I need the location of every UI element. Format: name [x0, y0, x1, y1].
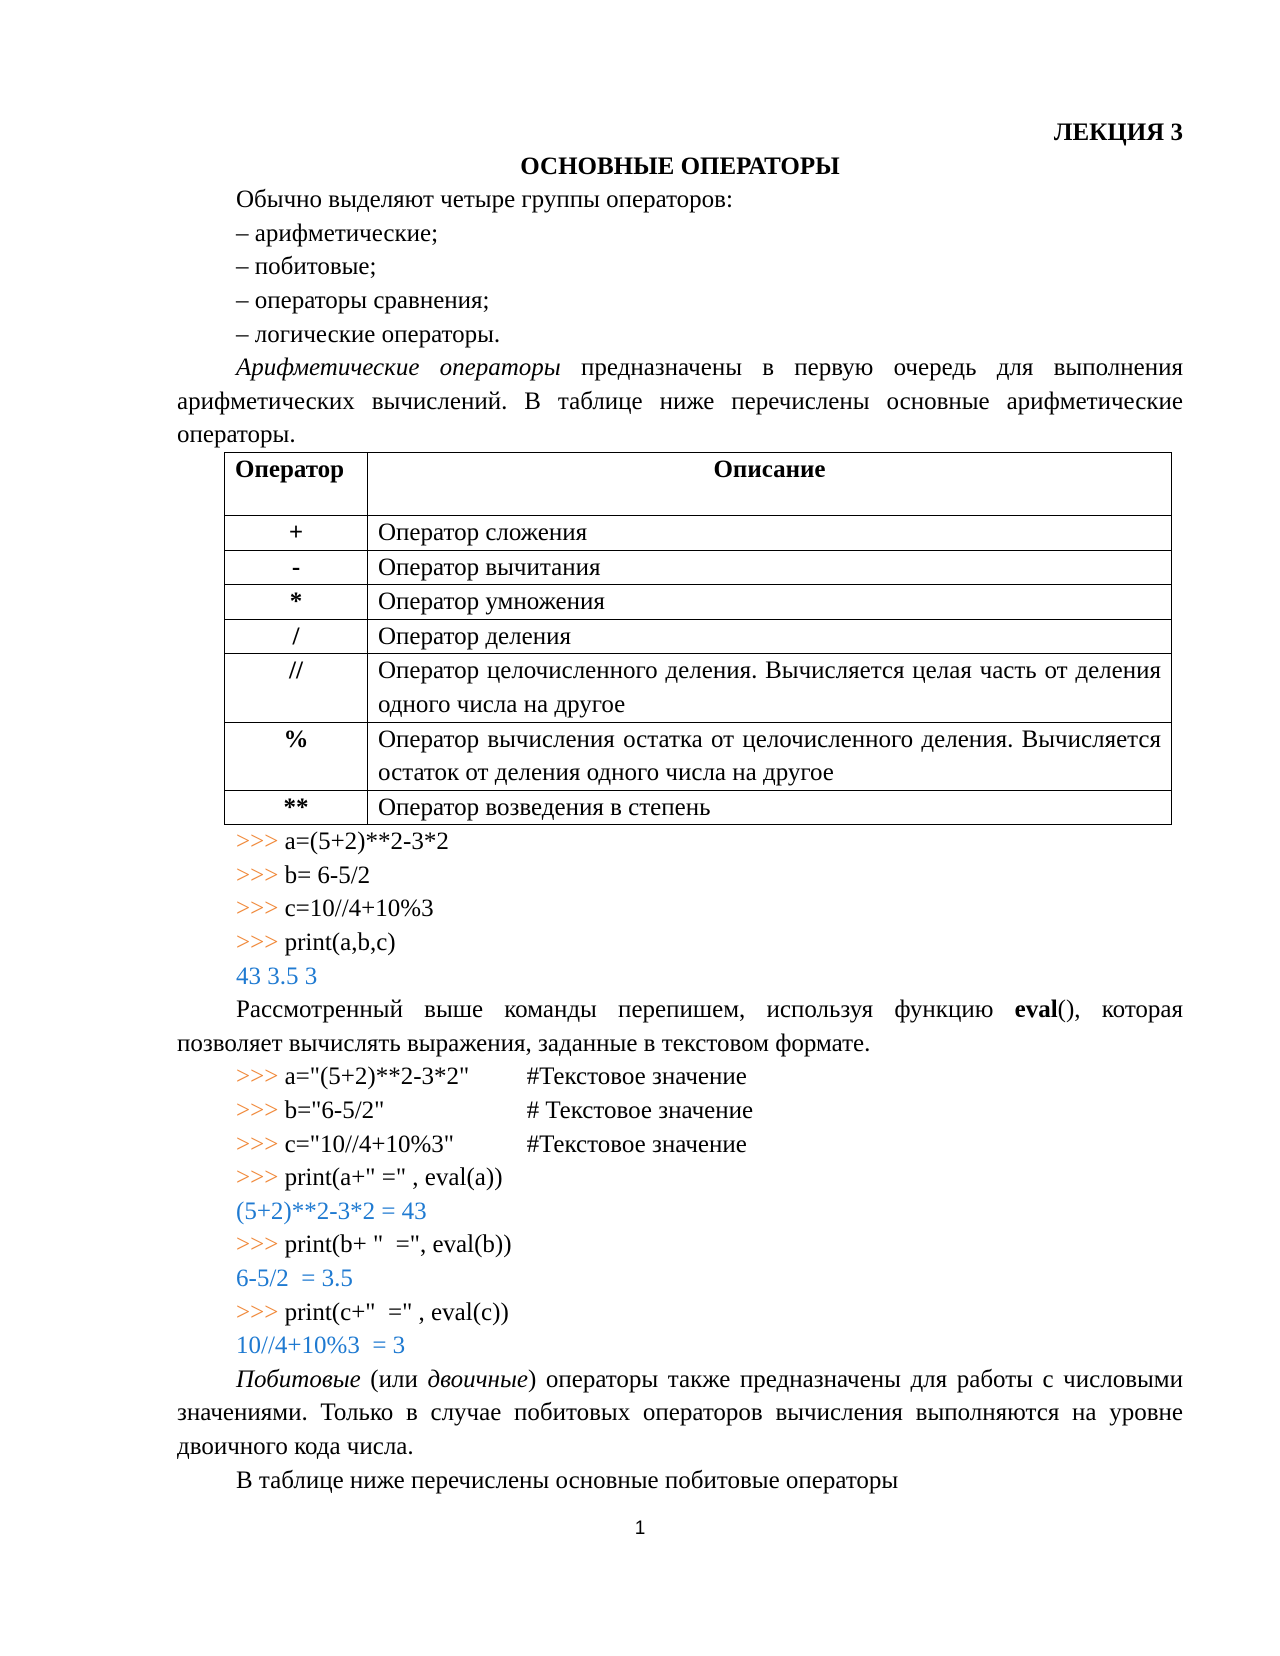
- description-cell: Оператор деления: [368, 619, 1172, 654]
- paragraph-text: (), которая позволяет вычислять выражения, заданные в текстовом формате.: [177, 996, 1184, 1057]
- code: print(a,b,c): [284, 929, 396, 957]
- description-cell: Оператор возведения в степень: [368, 790, 1172, 825]
- intro-text: Обычно выделяют четыре группы операторов:: [236, 186, 733, 214]
- paragraph-text: предназначены в первую очередь для выполнения арифметических вычислений. В таблице ниже перечислены основные арифметические операторы.: [177, 354, 1183, 449]
- operator-cell: *: [225, 585, 368, 620]
- code-line: [177, 859, 1183, 893]
- description-cell: Оператор целочисленного деления. Вычисляется целая часть от деления одного числа на другое: [368, 654, 1172, 722]
- operators-table: [224, 452, 1172, 825]
- bitwise-paragraph: [177, 1363, 1183, 1464]
- code-output: 6-5/2 = 3.5: [236, 1265, 353, 1292]
- table-row: [225, 585, 1172, 620]
- description-cell: Оператор вычисления остатка от целочисленного деления. Вычисляется остаток от деления одного числа на другое: [368, 722, 1172, 790]
- code: c="10//4+10%3": [284, 1130, 454, 1158]
- term: Побитовые: [236, 1365, 361, 1393]
- description-cell: Оператор вычитания: [368, 550, 1172, 585]
- prompt: >>>: [236, 1097, 279, 1125]
- code: print(b+ " =", eval(b)): [284, 1231, 512, 1259]
- code: b= 6-5/2: [284, 861, 371, 889]
- code: a=(5+2)**2-3*2: [284, 828, 449, 856]
- operator-cell: /: [225, 619, 368, 654]
- table-row: [225, 550, 1172, 585]
- page-title: ОСНОВНЫЕ ОПЕРАТОРЫ: [520, 152, 840, 180]
- code-output: (5+2)**2-3*2 = 43: [236, 1197, 427, 1225]
- operator-cell: -: [225, 550, 368, 585]
- prompt: >>>: [236, 1130, 279, 1158]
- term: двоичные: [427, 1365, 528, 1393]
- code-line: [177, 926, 1183, 960]
- prompt: >>>: [236, 1298, 279, 1326]
- table-row: [225, 790, 1172, 825]
- header-operator: Оператор: [225, 452, 368, 515]
- code-output: 10//4+10%3 = 3: [236, 1332, 406, 1360]
- description-cell: Оператор сложения: [368, 515, 1172, 550]
- code-line: [177, 892, 1183, 926]
- table-row: [225, 722, 1172, 790]
- group-item: – логические операторы.: [236, 320, 501, 348]
- prompt: >>>: [236, 929, 279, 957]
- prompt: >>>: [236, 1231, 279, 1259]
- code-block-2: [177, 1060, 1183, 1362]
- last-paragraph: В таблице ниже перечислены основные побитовые операторы: [236, 1466, 899, 1494]
- code: a="(5+2)**2-3*2": [284, 1063, 470, 1091]
- lecture-number: ЛЕКЦИЯ 3: [1053, 119, 1183, 146]
- description-cell: Оператор умножения: [368, 585, 1172, 620]
- group-item: – побитовые;: [236, 253, 377, 281]
- code-block-1: [177, 825, 1183, 993]
- operator-cell: %: [225, 722, 368, 790]
- eval-paragraph: [177, 993, 1183, 1060]
- table-header-row: [225, 452, 1172, 515]
- operator-cell: **: [225, 790, 368, 825]
- code-line: [177, 1228, 1183, 1262]
- prompt: >>>: [236, 895, 279, 923]
- operator-cell: +: [225, 515, 368, 550]
- header-description: Описание: [368, 452, 1172, 515]
- paragraph-text: Рассмотренный выше команды перепишем, используя функцию: [236, 996, 1015, 1024]
- code-output: 43 3.5 3: [236, 962, 318, 990]
- code-line: [177, 1161, 1183, 1195]
- code: b="6-5/2": [284, 1097, 385, 1125]
- code-line: [177, 1060, 1183, 1094]
- paragraph-text: (или: [360, 1365, 428, 1393]
- prompt: >>>: [236, 861, 279, 889]
- comment: #Текстовое значение: [526, 1063, 747, 1091]
- code: print(c+" =" , eval(c)): [284, 1298, 509, 1326]
- comment: #Текстовое значение: [526, 1130, 747, 1158]
- term: Арифметические операторы: [236, 354, 561, 382]
- table-row: [225, 619, 1172, 654]
- page-number: 1: [634, 1518, 646, 1539]
- code-line: [177, 1128, 1183, 1162]
- arith-paragraph: [177, 351, 1183, 452]
- prompt: >>>: [236, 1063, 279, 1091]
- comment: # Текстовое значение: [526, 1097, 754, 1125]
- code: print(a+" =" , eval(a)): [284, 1164, 503, 1192]
- function-name: eval: [1014, 996, 1058, 1024]
- code-line: [177, 1094, 1183, 1128]
- group-item: – арифметические;: [236, 219, 439, 247]
- code-line: [177, 1296, 1183, 1330]
- group-item: – операторы сравнения;: [236, 286, 490, 314]
- prompt: >>>: [236, 828, 279, 856]
- paragraph-text: ) операторы также предназначены для работы с числовыми значениями. Только в случае побитовых операторов вычисления выполняются на уровне двоичного кода числа.: [177, 1365, 1184, 1460]
- document-page: [177, 116, 1183, 1497]
- table-row: [225, 515, 1172, 550]
- operator-cell: //: [225, 654, 368, 722]
- code-line: [177, 825, 1183, 859]
- table-row: [225, 654, 1172, 722]
- prompt: >>>: [236, 1164, 279, 1192]
- code: c=10//4+10%3: [284, 895, 434, 923]
